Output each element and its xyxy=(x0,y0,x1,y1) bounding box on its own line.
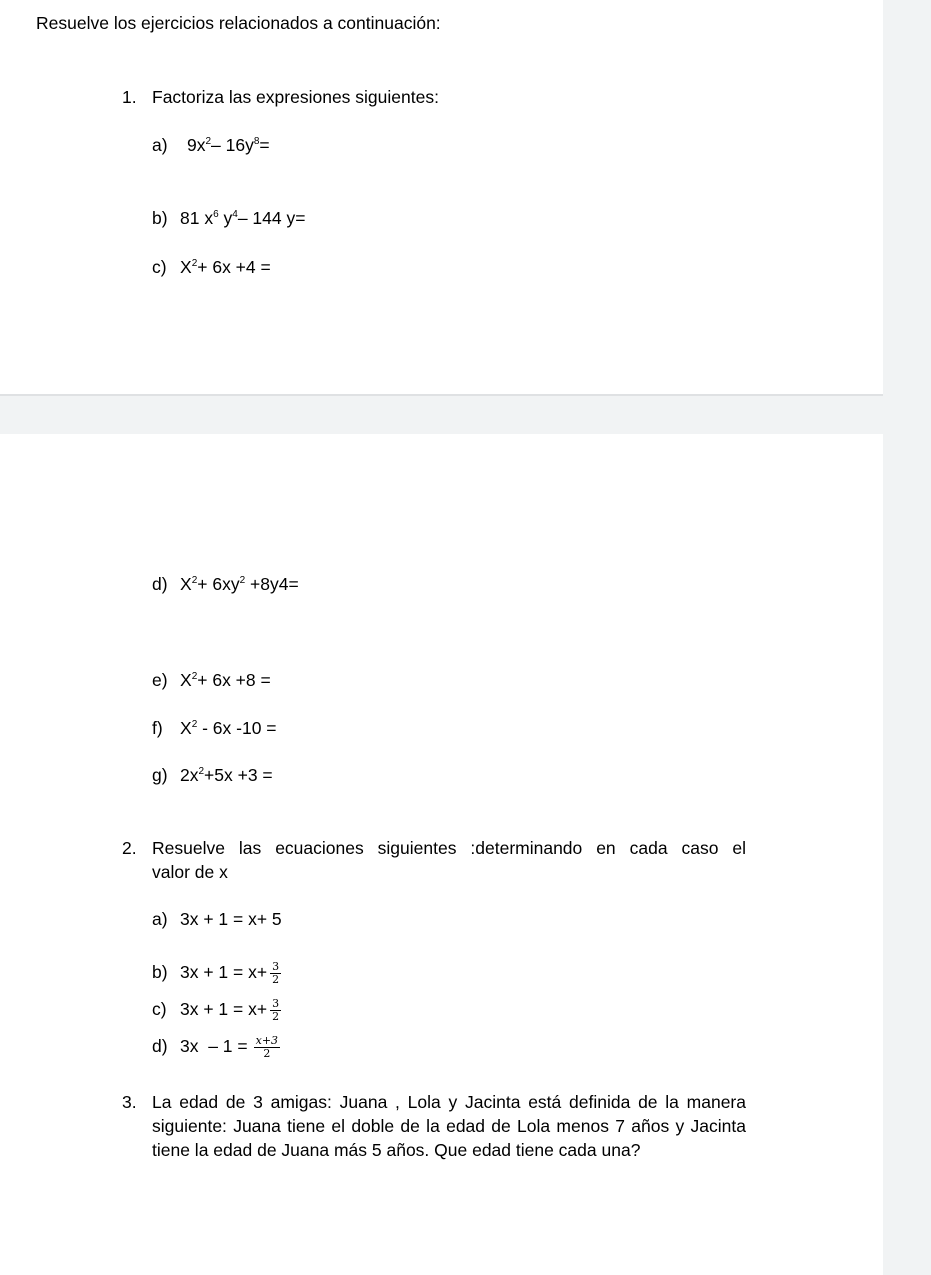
item-1a-label: a) xyxy=(152,135,168,155)
document-title: Resuelve los ejercicios relacionados a continuación: xyxy=(36,13,441,33)
item-2d-expression: 3x – 1 = $\frac{x+3}{2}$ xyxy=(180,1033,279,1060)
item-1d-label: d) xyxy=(152,574,168,594)
page-separator xyxy=(0,394,883,396)
item-1c-expression: $X^2+ 6x +4$ = xyxy=(180,257,271,277)
item-1b-expression: 81 $x^6$ $y^4-$ 144 y= xyxy=(180,208,306,228)
item-1d-expression: $X^2+ 6xy^2 +8y4=$ xyxy=(180,574,299,594)
fraction: $\frac{3}{2}$ xyxy=(272,959,280,986)
section-2-number: 2. xyxy=(122,838,137,858)
section-1-title: Factoriza las expresiones siguientes: xyxy=(152,87,439,107)
item-2a-label: a) xyxy=(152,909,168,929)
fraction: $\frac{3}{2}$ xyxy=(272,996,280,1023)
item-1g-expression: $2x^2+5x +3$ = xyxy=(180,765,273,785)
section-2-title-line-2: valor de x xyxy=(152,862,228,882)
section-3-text: La edad de 3 amigas: Juana , Lola y Jacinta está definida de la manera siguiente: Juana tiene el doble de la edad de Lola menos 7 años y Jacinta tiene la edad de Juana más 5 años. Que edad tiene cada una? xyxy=(152,1092,746,1160)
item-1c-label: c) xyxy=(152,257,167,277)
section-2-title-line-1: Resuelve las ecuaciones siguientes :determinando en cada caso el xyxy=(152,838,746,858)
item-1b-label: b) xyxy=(152,208,168,228)
item-1g-label: g) xyxy=(152,765,168,785)
fraction: $\frac{x+3}{2}$ xyxy=(255,1033,279,1060)
item-1e-label: e) xyxy=(152,670,168,690)
section-3-number: 3. xyxy=(122,1092,137,1112)
item-2b-label: b) xyxy=(152,962,168,982)
item-2d-label: d) xyxy=(152,1036,168,1056)
item-1f-expression: $X^2 - 6x$ -10 = xyxy=(180,718,277,738)
item-2b-expression: 3x + 1 = x+ $\frac{3}{2}$ xyxy=(180,959,280,986)
document-page-1 xyxy=(0,0,883,394)
item-1f-label: f) xyxy=(152,718,163,738)
item-2c-label: c) xyxy=(152,999,167,1019)
item-1e-expression: $X^2+ 6x +8$ = xyxy=(180,670,271,690)
item-2a-expression: 3x + 1 = x+ 5 xyxy=(180,909,282,929)
item-2c-expression: 3x + 1 = x+ $\frac{3}{2}$ xyxy=(180,996,280,1023)
item-1a-expression: $9x^2-$ $16y^8=$ xyxy=(187,135,270,155)
section-1-number: 1. xyxy=(122,87,137,107)
